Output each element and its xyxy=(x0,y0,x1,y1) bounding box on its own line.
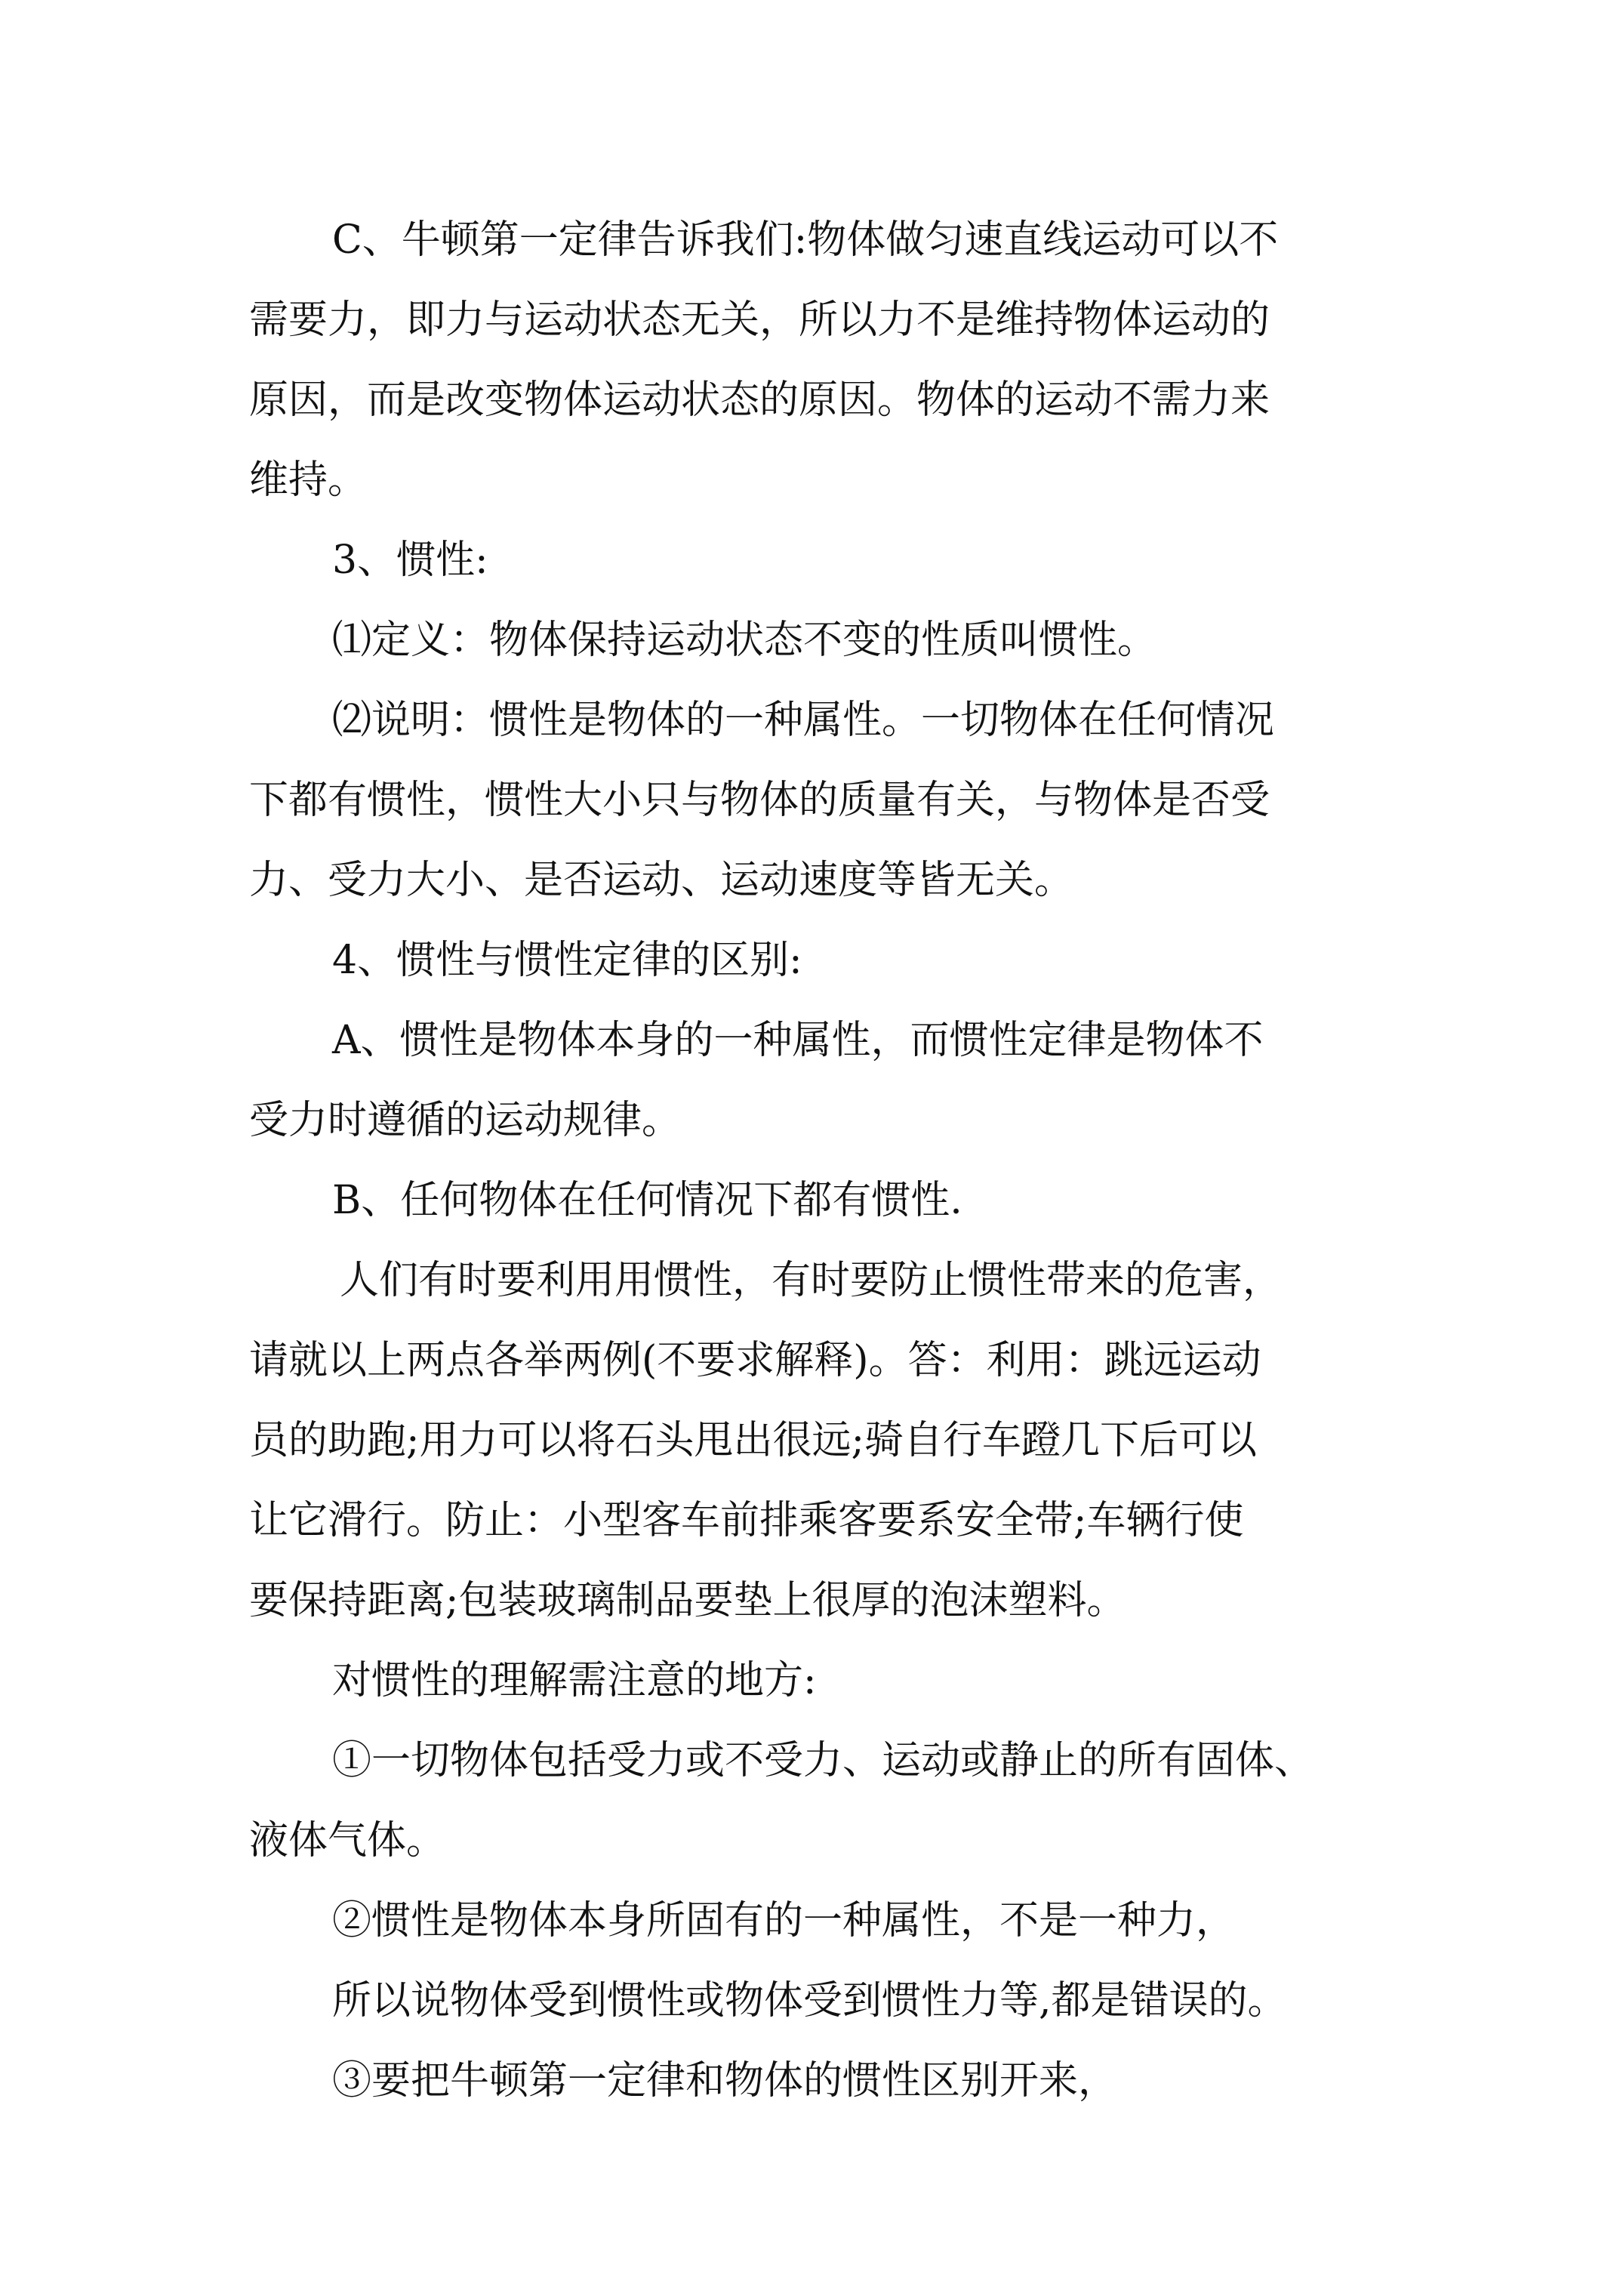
text-line: 需要力，即力与运动状态无关，所以力不是维持物体运动的 xyxy=(249,297,1270,343)
text-line: ⑵说明：惯性是物体的一种属性。一切物体在任何情况 xyxy=(332,698,1275,743)
text-line: 让它滑行。防止：小型客车前排乘客要系安全带;车辆行使 xyxy=(249,1498,1244,1543)
text-line: 液体气体。 xyxy=(249,1818,446,1863)
text-line: A、惯性是物体本身的一种属性，而惯性定律是物体不 xyxy=(332,1018,1264,1063)
text-line: 受力时遵循的运动规律。 xyxy=(249,1098,682,1143)
text-line: ②惯性是物体本身所固有的一种属性，不是一种力， xyxy=(332,1898,1236,1943)
text-line: 3、惯性: xyxy=(332,538,488,583)
text-line: 原因，而是改变物体运动状态的原因。物体的运动不需力来 xyxy=(249,378,1270,423)
text-line: 力、受力大小、是否运动、运动速度等皆无关。 xyxy=(249,858,1074,903)
text-line: 4、惯性与惯性定律的区别: xyxy=(332,938,802,983)
text-line: ①一切物体包括受力或不受力、运动或静止的所有固体、 xyxy=(332,1738,1314,1783)
text-line: 要保持距离;包装玻璃制品要垫上很厚的泡沫塑料。 xyxy=(249,1578,1126,1623)
text-line: 下都有惯性，惯性大小只与物体的质量有关，与物体是否受 xyxy=(249,778,1270,823)
text-line: 维持。 xyxy=(249,458,368,503)
text-line: B、任何物体在任何情况下都有惯性. xyxy=(332,1178,962,1223)
text-line: 所以说物体受到惯性或物体受到惯性力等,都是错误的。 xyxy=(332,1978,1287,2023)
text-line: C、牛顿第一定律告诉我们:物体做匀速直线运动可以不 xyxy=(332,217,1279,263)
text-line: 请就以上两点各举两例(不要求解释)。答：利用：跳远运动 xyxy=(249,1338,1261,1383)
text-line: ③要把牛顿第一定律和物体的惯性区别开来， xyxy=(332,2058,1118,2103)
text-line: 对惯性的理解需注意的地方: xyxy=(332,1658,817,1703)
text-line: ⑴定义：物体保持运动状态不变的性质叫惯性。 xyxy=(332,618,1157,663)
text-line: 员的助跑;用力可以将石头甩出很远;骑自行车蹬几下后可以 xyxy=(249,1418,1258,1463)
text-line: 人们有时要利用用惯性，有时要防止惯性带来的危害， xyxy=(340,1258,1283,1303)
